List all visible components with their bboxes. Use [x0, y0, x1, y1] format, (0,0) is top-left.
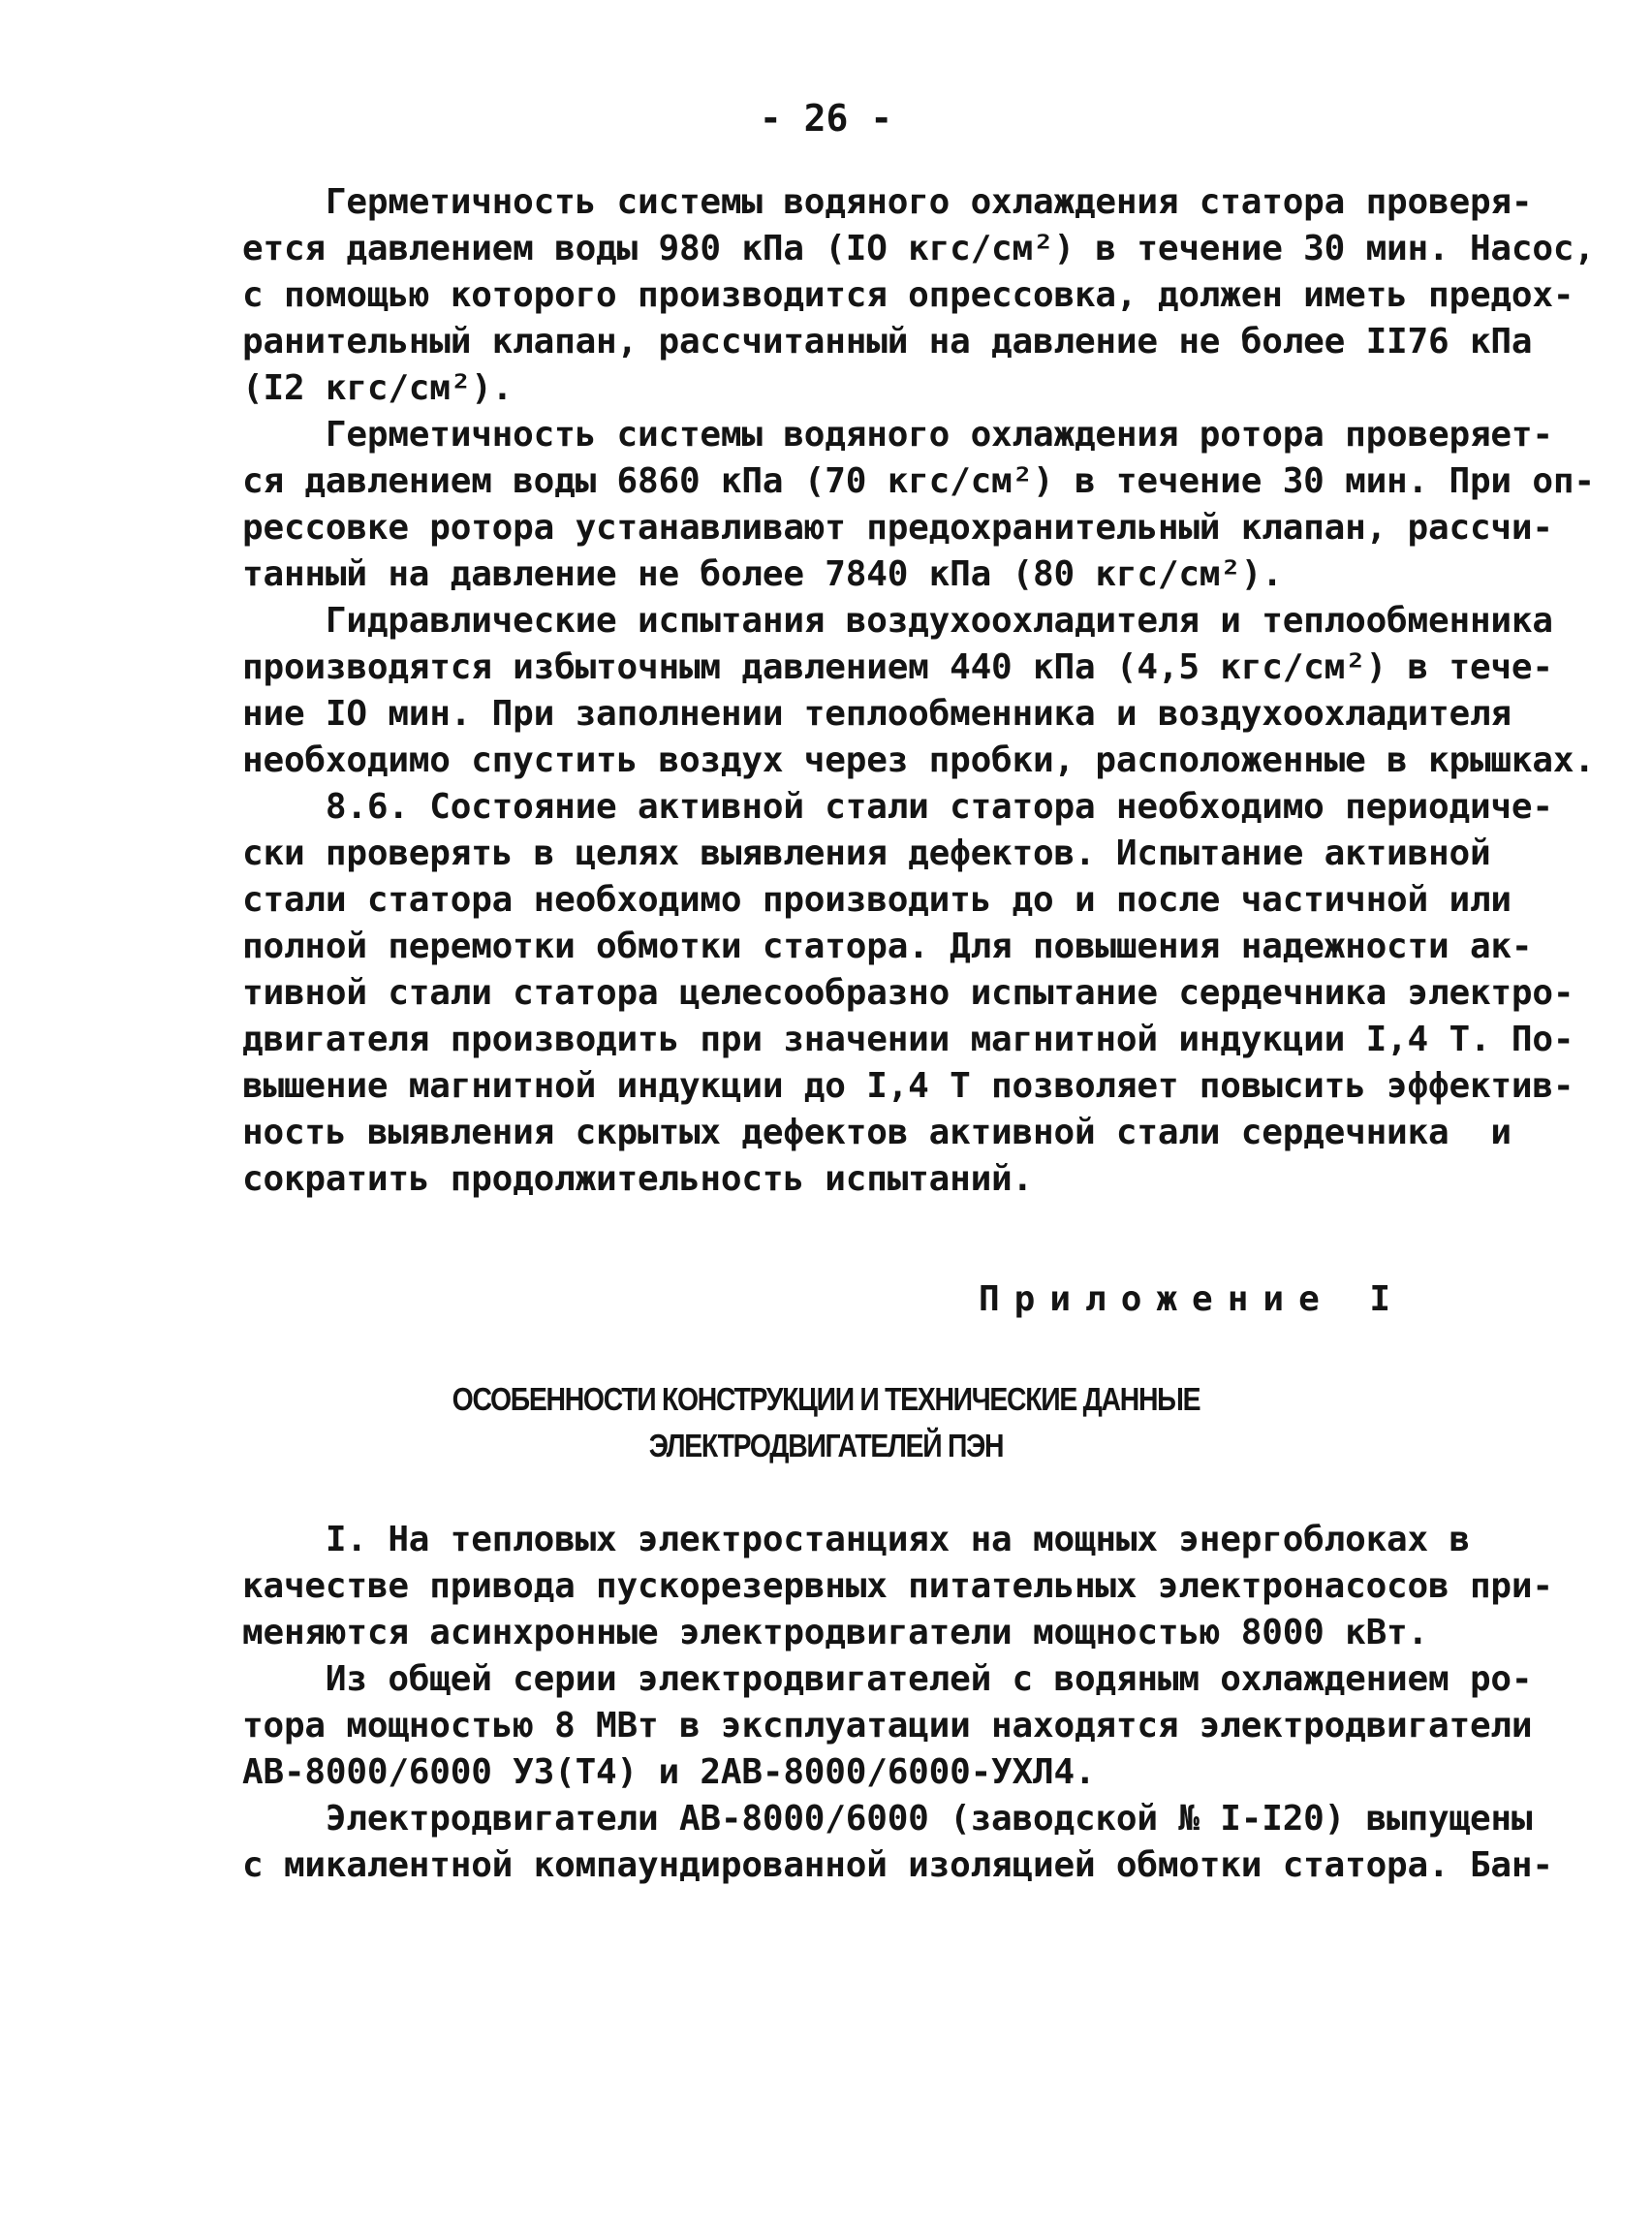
text-line: вышение магнитной индукции до I,4 Т позволяет повысить эффектив-: [242, 1066, 1574, 1106]
text-line: ски проверять в целях выявления дефектов. Испытание активной: [242, 833, 1491, 873]
text-line: АВ-8000/6000 УЗ(Т4) и 2АВ-8000/6000-УХЛ4.: [242, 1752, 1096, 1792]
text-line: 8.6. Состояние активной стали статора необходимо периодиче-: [242, 787, 1553, 827]
text-line: Электродвигатели АВ-8000/6000 (заводской № I-I20) выпущены: [242, 1799, 1533, 1839]
text-line: необходимо спустить воздух через пробки, расположенные в крышках.: [242, 740, 1595, 780]
text-line: тора мощностью 8 МВт в эксплуатации находятся электродвигатели: [242, 1706, 1533, 1746]
text-line: тивной стали статора целесообразно испытание сердечника электро-: [242, 973, 1574, 1013]
page-number: - 26 -: [759, 97, 893, 140]
appendix-label: Приложение I: [979, 1279, 1406, 1319]
text-line: меняются асинхронные электродвигатели мощностью 8000 кВт.: [242, 1613, 1429, 1652]
text-line: стали статора необходимо производить до и после частичной или: [242, 880, 1512, 920]
text-line: ность выявления скрытых дефектов активной стали сердечника и: [242, 1113, 1512, 1152]
text-line: ется давлением воды 980 кПа (IO кгс/см²) в течение 30 мин. Насос,: [242, 229, 1595, 268]
appendix-heading-line-2: ЭЛЕКТРОДВИГАТЕЛЕЙ ПЭН: [648, 1428, 1004, 1463]
text-line: полной перемотки обмотки статора. Для повышения надежности ак-: [242, 927, 1533, 966]
text-line: ние IO мин. При заполнении теплообменника и воздухоохладителя: [242, 694, 1512, 734]
text-line: с микалентной компаундированной изоляцией обмотки статора. Бан-: [242, 1845, 1553, 1885]
text-line: (I2 кгс/см²).: [242, 368, 514, 408]
text-line: производятся избыточным давлением 440 кПа (4,5 кгс/см²) в тече-: [242, 647, 1553, 687]
text-line: с помощью которого производится опрессовка, должен иметь предох-: [242, 275, 1574, 315]
text-line: Гидравлические испытания воздухоохладителя и теплообменника: [242, 601, 1553, 641]
text-line: ся давлением воды 6860 кПа (70 кгс/см²) в течение 30 мин. При оп-: [242, 461, 1595, 501]
text-line: Герметичность системы водяного охлаждения статора проверя-: [242, 182, 1533, 222]
text-line: сократить продолжительность испытаний.: [242, 1159, 1034, 1199]
text-line: качестве привода пускорезервных питательных электронасосов при-: [242, 1566, 1553, 1606]
text-line: Из общей серии электродвигателей с водяным охлаждением ро-: [242, 1659, 1533, 1699]
appendix-heading-line-1: ОСОБЕННОСТИ КОНСТРУКЦИИ И ТЕХНИЧЕСКИЕ ДАННЫЕ: [452, 1381, 1200, 1417]
text-line: танный на давление не более 7840 кПа (80 кгс/см²).: [242, 554, 1283, 594]
text-line: Герметичность системы водяного охлаждения ротора проверяет-: [242, 415, 1553, 455]
text-line: двигателя производить при значении магнитной индукции I,4 Т. По-: [242, 1020, 1574, 1059]
text-line: рессовке ротора устанавливают предохранительный клапан, рассчи-: [242, 508, 1553, 548]
text-line: I. На тепловых электростанциях на мощных энергоблоках в: [242, 1520, 1470, 1559]
text-line: ранительный клапан, рассчитанный на давление не более II76 кПа: [242, 322, 1533, 362]
